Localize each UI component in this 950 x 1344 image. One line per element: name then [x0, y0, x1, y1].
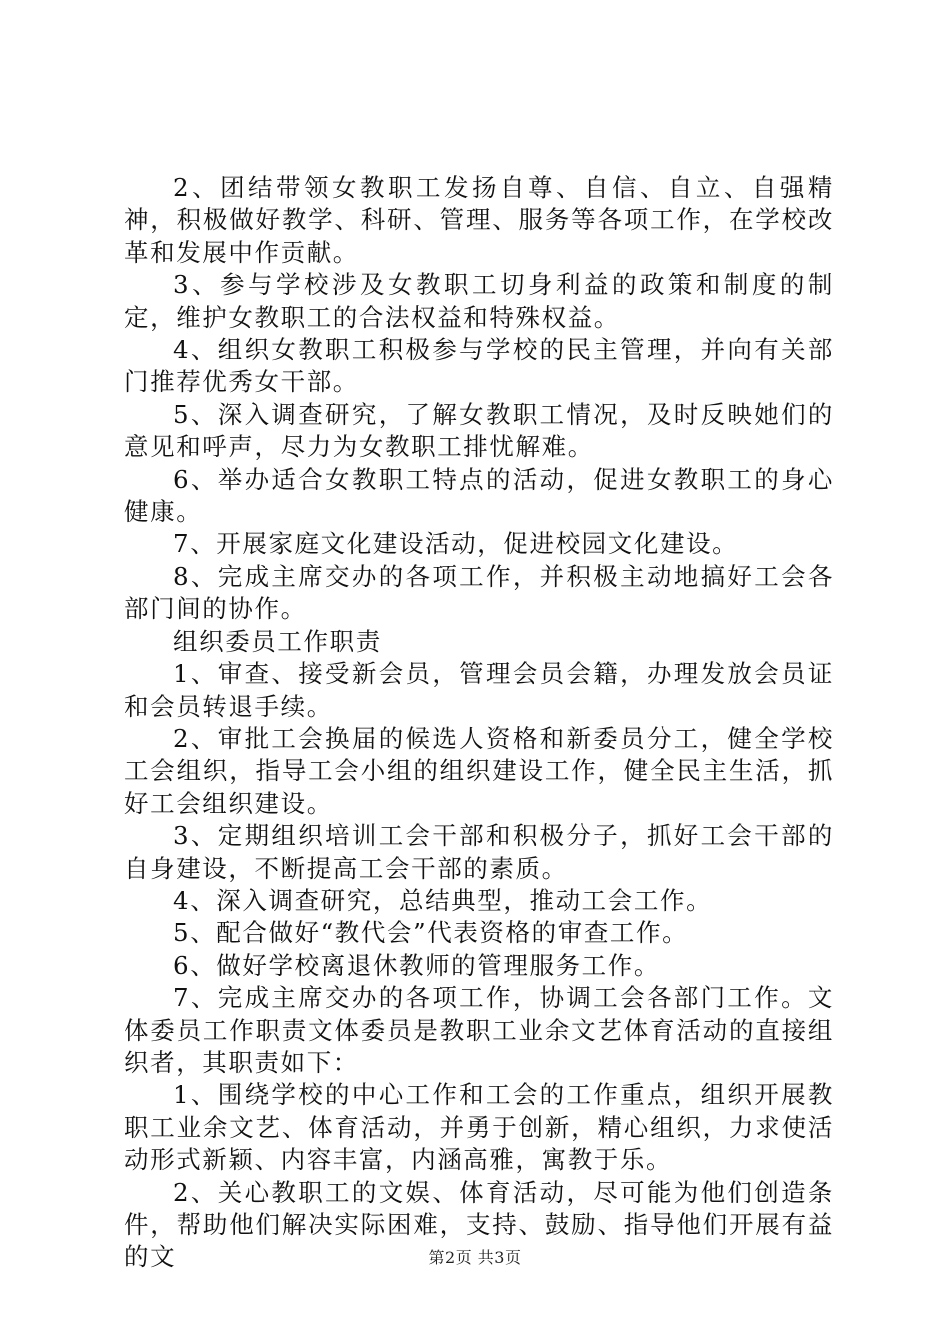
document-body: [124, 172, 834, 1274]
page-footer: 第2页 共3页: [428, 1248, 522, 1267]
paragraph: 7、开展家庭文化建设活动，促进校园文化建设。: [173, 529, 739, 559]
paragraph: 5、深入调查研究，了解女教职工情况，及时反映她们的意见和呼声，尽力为女教职工排忧解难。: [124, 399, 834, 462]
paragraph: 7、完成主席交办的各项工作，协调工会各部门工作。文体委员工作职责文体委员是教职工业余文艺体育活动的直接组织者，其职责如下：: [124, 983, 834, 1077]
paragraph: 2、团结带领女教职工发扬自尊、自信、自立、自强精神，积极做好教学、科研、管理、服务等各项工作，在学校改革和发展中作贡献。: [124, 173, 834, 267]
paragraph: 8、完成主席交办的各项工作，并积极主动地搞好工会各部门间的协作。: [124, 561, 834, 624]
paragraph: 1、围绕学校的中心工作和工会的工作重点，组织开展教职工业余文艺、体育活动，并勇于创新，精心组织，力求使活动形式新颖、内容丰富，内涵高雅，寓教于乐。: [124, 1080, 834, 1175]
paragraph: 1、审查、接受新会员，管理会员会籍，办理发放会员证和会员转退手续。: [124, 659, 834, 721]
paragraph: 4、组织女教职工积极参与学校的民主管理，并向有关部门推荐优秀女干部。: [124, 335, 834, 397]
paragraph: 3、参与学校涉及女教职工切身利益的政策和制度的制定，维护女教职工的合法权益和特殊权益。: [124, 270, 834, 332]
paragraph: 6、做好学校离退休教师的管理服务工作。: [173, 950, 660, 980]
paragraph: 6、举办适合女教职工特点的活动，促进女教职工的身心健康。: [124, 464, 834, 527]
paragraph: 2、关心教职工的文娱、体育活动，尽可能为他们创造条件，帮助他们解决实际困难，支持、鼓励、指导他们开展有益的文: [124, 1177, 834, 1272]
paragraph: 4、深入调查研究，总结典型，推动工会工作。: [173, 885, 713, 915]
paragraph: 5、配合做好“教代会”代表资格的审查工作。: [173, 918, 689, 948]
section-heading: 组织委员工作职责: [173, 626, 382, 656]
paragraph: 2、审批工会换届的候选人资格和新委员分工，健全学校工会组织，指导工会小组的组织建设工作，健全民主生活，抓好工会组织建设。: [124, 723, 834, 818]
paragraph: 3、定期组织培训工会干部和积极分子，抓好工会干部的自身建设，不断提高工会干部的素质。: [124, 821, 834, 883]
